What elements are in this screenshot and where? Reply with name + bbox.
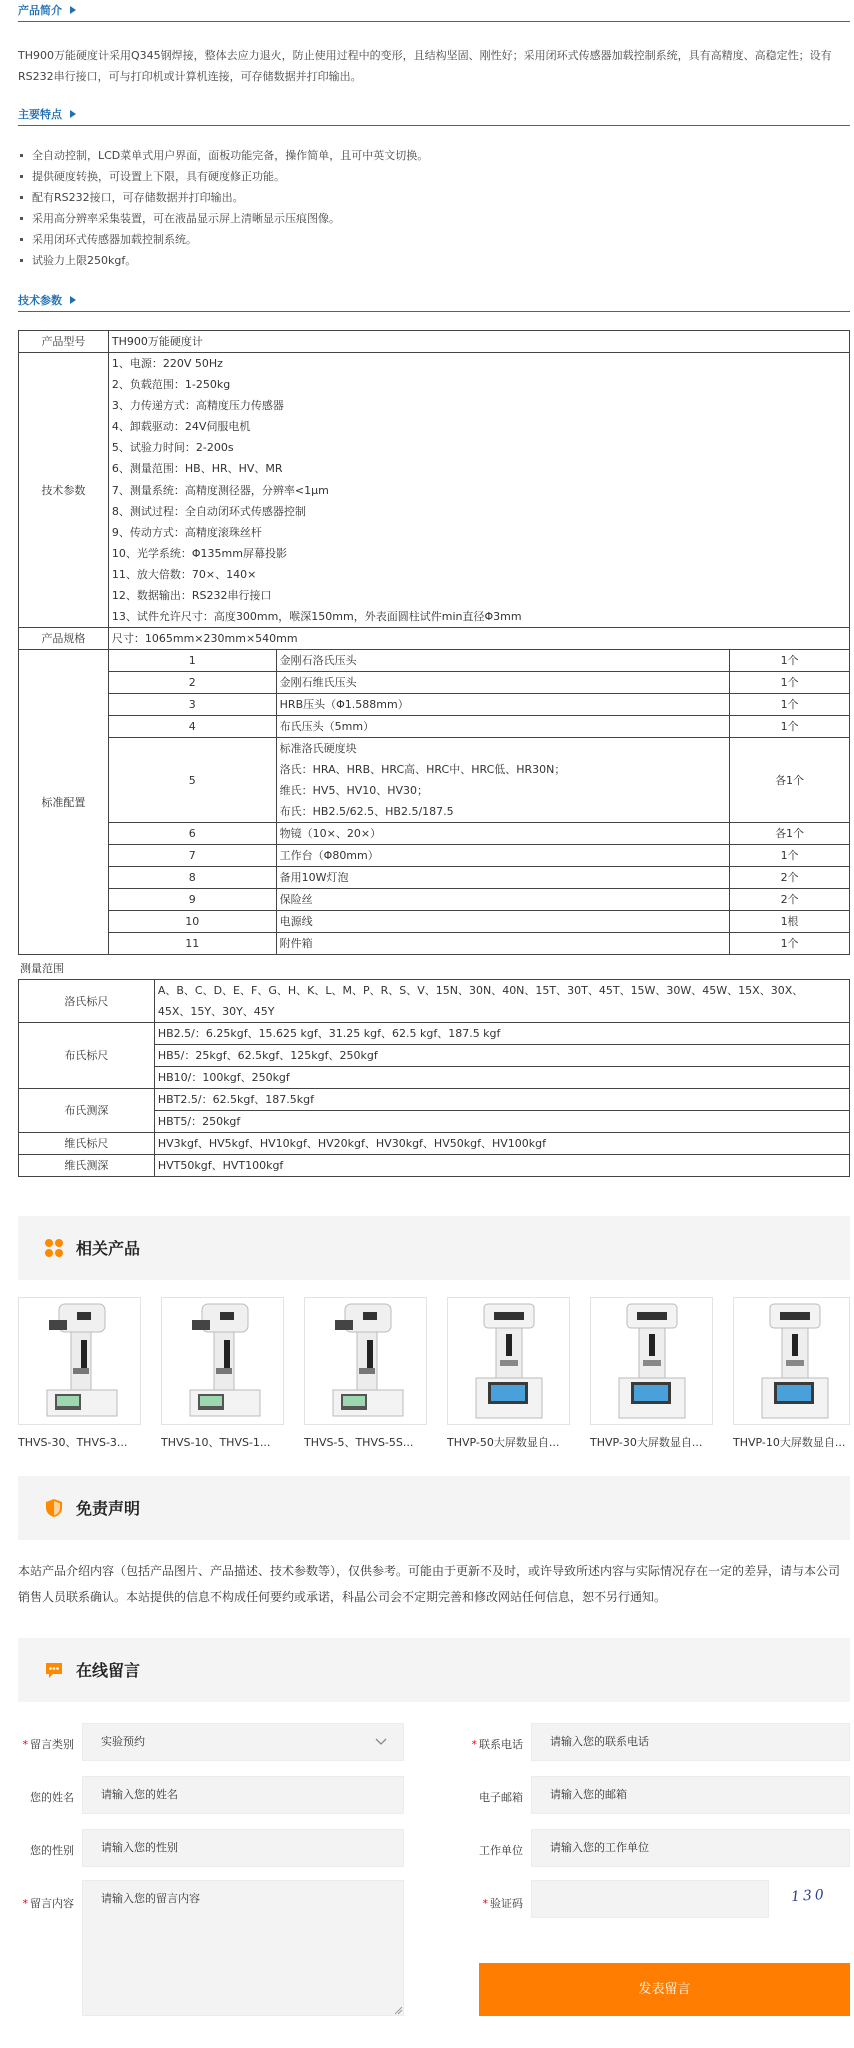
product-caption[interactable]: THVP-30大屏数显自... — [590, 1436, 703, 1449]
params-cell — [108, 353, 849, 628]
features-section-title: 主要特点 — [18, 108, 62, 121]
config-name: 备用10W灯泡 — [276, 867, 729, 889]
size-value: 尺寸：1065mm×230mm×540mm — [108, 628, 849, 650]
brinell-value: HB10/：100kgf、250kgf — [154, 1067, 849, 1089]
table-row — [19, 1133, 850, 1155]
config-qty: 1个 — [730, 694, 850, 716]
product-card[interactable] — [590, 1297, 713, 1450]
rockwell-label: 洛氏标尺 — [19, 980, 155, 1023]
hardness-tester-image — [448, 1298, 569, 1424]
product-card[interactable] — [447, 1297, 570, 1450]
intro-section-header — [18, 0, 850, 22]
content-label — [14, 1895, 74, 1911]
param-line: 6、测量范围：HB、HR、HV、MR — [111, 462, 283, 476]
config-qty: 1个 — [730, 933, 850, 955]
type-label-text: 留言类别 — [30, 1738, 74, 1751]
config-no: 8 — [108, 867, 276, 889]
chevron-down-icon — [375, 1738, 387, 1746]
config-no: 2 — [108, 672, 276, 694]
brinell-value: HB2.5/：6.25kgf、15.625 kgf、31.25 kgf、62.5 kgf、187.5 kgf — [154, 1023, 849, 1045]
section-arrow-icon — [70, 6, 76, 14]
disclaimer-header — [18, 1476, 850, 1540]
param-line: 9、传动方式：高精度滚珠丝杆 — [111, 525, 262, 539]
param-line: 4、卸载驱动：24V伺服电机 — [111, 420, 251, 434]
param-line: 11、放大倍数：70×、140× — [111, 567, 257, 581]
phone-input[interactable]: 请输入您的联系电话 — [531, 1723, 850, 1761]
features-list — [18, 145, 850, 271]
measure-title: 测量范围 — [20, 962, 64, 975]
config-label: 标准配置 — [19, 650, 109, 955]
product-caption[interactable]: THVS-30、THVS-3... — [18, 1436, 128, 1449]
param-line: 7、测量系统：高精度测径器，分辨率<1μm — [111, 483, 329, 497]
brinell-test-value: HBT2.5/：62.5kgf、187.5kgf — [154, 1089, 849, 1111]
config-name: HRB压头（Φ1.588mm） — [276, 694, 729, 716]
config-qty: 各1个 — [730, 823, 850, 845]
table-row — [19, 1023, 850, 1045]
config-no: 10 — [108, 911, 276, 933]
vickers-test-value: HVT50kgf、HVT100kgf — [154, 1155, 849, 1177]
param-line: 8、测试过程：全自动闭环式传感器控制 — [111, 504, 306, 518]
list-item: 提供硬度转换，可设置上下限，具有硬度修正功能。 — [18, 166, 850, 187]
config-name-line: 布氏：HB2.5/62.5、HB2.5/187.5 — [279, 805, 454, 819]
config-no: 5 — [108, 738, 276, 823]
param-line: 5、试验力时间：2-200s — [111, 441, 234, 455]
table-row — [19, 716, 850, 738]
type-label — [14, 1736, 74, 1752]
model-value: TH900万能硬度计 — [108, 331, 849, 353]
company-input[interactable]: 请输入您的工作单位 — [531, 1829, 850, 1867]
config-no: 3 — [108, 694, 276, 716]
table-row — [19, 331, 850, 353]
params-label: 技术参数 — [19, 353, 109, 628]
config-qty: 2个 — [730, 889, 850, 911]
config-name: 电源线 — [276, 911, 729, 933]
product-image[interactable] — [447, 1297, 570, 1425]
config-name: 金刚石维氏压头 — [276, 672, 729, 694]
measure-table — [18, 979, 850, 1177]
hardness-tester-image — [19, 1298, 140, 1424]
config-no: 11 — [108, 933, 276, 955]
config-name-line: 标准洛氏硬度块 — [279, 742, 357, 756]
hardness-tester-image — [734, 1298, 849, 1424]
config-name: 工作台（Φ80mm） — [276, 845, 729, 867]
required-mark: * — [22, 1897, 28, 1910]
table-row — [19, 845, 850, 867]
product-caption[interactable]: THVP-10大屏数显自... — [733, 1436, 846, 1449]
table-row — [19, 738, 850, 823]
product-card[interactable] — [304, 1297, 427, 1450]
table-row — [19, 911, 850, 933]
email-label: 电子邮箱 — [479, 1791, 523, 1804]
config-name: 物镜（10×、20×） — [276, 823, 729, 845]
captcha-label — [463, 1895, 523, 1911]
email-input[interactable]: 请输入您的邮箱 — [531, 1776, 850, 1814]
table-row — [19, 889, 850, 911]
product-card[interactable] — [18, 1297, 141, 1450]
content-textarea[interactable]: 请输入您的留言内容 — [82, 1880, 404, 2016]
table-row — [19, 823, 850, 845]
config-name: 附件箱 — [276, 933, 729, 955]
product-image[interactable] — [733, 1297, 850, 1425]
list-item: 试验力上限250kgf。 — [18, 250, 850, 271]
phone-label-text: 联系电话 — [479, 1738, 523, 1751]
config-qty: 1个 — [730, 845, 850, 867]
table-row — [19, 694, 850, 716]
product-caption[interactable]: THVS-5、THVS-5S... — [304, 1436, 414, 1449]
captcha-image[interactable] — [783, 1882, 843, 1916]
captcha-label-text: 验证码 — [490, 1897, 523, 1910]
vickers-value: HV3kgf、HV5kgf、HV10kgf、HV20kgf、HV30kgf、HV50kgf、HV100kgf — [154, 1133, 849, 1155]
config-name-line: 洛氏：HRA、HRB、HRC高、HRC中、HRC低、HR30N； — [279, 763, 566, 777]
product-caption[interactable]: THVS-10、THVS-1... — [161, 1436, 271, 1449]
config-name: 金刚石洛氏压头 — [276, 650, 729, 672]
brinell-test-label: 布氏测深 — [19, 1089, 155, 1133]
vickers-label: 维氏标尺 — [19, 1133, 155, 1155]
tech-section-title: 技术参数 — [18, 294, 62, 307]
product-card[interactable] — [733, 1297, 850, 1450]
config-qty: 1个 — [730, 650, 850, 672]
config-no: 7 — [108, 845, 276, 867]
config-qty: 各1个 — [730, 738, 850, 823]
required-mark: * — [471, 1738, 477, 1751]
rockwell-value — [154, 980, 849, 1023]
hardness-tester-image — [591, 1298, 712, 1424]
config-name-line: 维氏：HV5、HV10、HV30； — [279, 784, 429, 798]
brinell-value: HB5/：25kgf、62.5kgf、125kgf、250kgf — [154, 1045, 849, 1067]
section-arrow-icon — [70, 110, 76, 118]
product-image[interactable] — [18, 1297, 141, 1425]
message-header — [18, 1638, 850, 1702]
type-select[interactable] — [82, 1723, 404, 1761]
section-arrow-icon — [70, 296, 76, 304]
product-caption[interactable]: THVP-50大屏数显自... — [447, 1436, 560, 1449]
list-item: 采用高分辨率采集装置，可在液晶显示屏上清晰显示压痕图像。 — [18, 208, 850, 229]
disclaimer-title: 免责声明 — [76, 1499, 141, 1518]
table-row — [19, 672, 850, 694]
config-no: 6 — [108, 823, 276, 845]
brinell-test-value: HBT5/：250kgf — [154, 1111, 849, 1133]
disclaimer-text: 本站产品介绍内容（包括产品图片、产品描述、技术参数等），仅供参考。可能由于更新不及时，或许导致所述内容与实际情况存在一定的差异，请与本公司销售人员联系确认。本站提供的信息不构成任何要约或承诺，科晶公司会不定期完善和修改网站任何信息，恕不另行通知。 — [18, 1564, 841, 1604]
config-name: 保险丝 — [276, 889, 729, 911]
list-item: 配有RS232接口，可存储数据并打印输出。 — [18, 187, 850, 208]
name-label: 您的姓名 — [30, 1791, 74, 1804]
captcha-input[interactable] — [531, 1880, 769, 1918]
config-name — [276, 738, 729, 823]
vickers-test-label: 维氏测深 — [19, 1155, 155, 1177]
config-no: 9 — [108, 889, 276, 911]
config-qty: 2个 — [730, 867, 850, 889]
param-line: 3、力传递方式：高精度压力传感器 — [111, 399, 284, 413]
rockwell-line: 45X、15Y、30Y、45Y — [157, 1005, 275, 1018]
gender-label: 您的性别 — [30, 1844, 74, 1857]
gender-input[interactable]: 请输入您的性别 — [82, 1829, 404, 1867]
captcha-text: 130 — [790, 1886, 828, 1906]
company-label: 工作单位 — [479, 1844, 523, 1857]
table-row — [19, 650, 850, 672]
table-row — [19, 980, 850, 1023]
product-card[interactable] — [161, 1297, 284, 1450]
table-row — [19, 1155, 850, 1177]
name-input[interactable]: 请输入您的姓名 — [82, 1776, 404, 1814]
resize-handle-icon[interactable] — [394, 2006, 403, 2015]
param-line: 12、数据输出：RS232串行接口 — [111, 589, 272, 603]
model-label: 产品型号 — [19, 331, 109, 353]
config-qty: 1个 — [730, 716, 850, 738]
table-row — [19, 933, 850, 955]
tech-section-header — [18, 290, 850, 312]
spec-table — [18, 330, 850, 955]
product-image[interactable] — [304, 1297, 427, 1425]
config-name: 布氏压头（5mm） — [276, 716, 729, 738]
required-mark: * — [482, 1897, 488, 1910]
product-image[interactable] — [590, 1297, 713, 1425]
config-qty: 1根 — [730, 911, 850, 933]
list-item: 全自动控制，LCD菜单式用户界面，面板功能完备，操作简单，且可中英文切换。 — [18, 145, 850, 166]
chat-icon — [44, 1660, 64, 1680]
type-select-value: 实验预约 — [101, 1735, 145, 1748]
shield-icon — [44, 1498, 64, 1518]
config-no: 1 — [108, 650, 276, 672]
param-line: 1、电源：220V 50Hz — [111, 357, 223, 370]
hardness-tester-image — [305, 1298, 426, 1424]
config-qty: 1个 — [730, 672, 850, 694]
param-line: 10、光学系统：Φ135mm屏幕投影 — [111, 546, 287, 560]
param-line: 13、试件允许尺寸：高度300mm，喉深150mm，外表面圆柱试件min直径Φ3mm — [111, 610, 522, 624]
hardness-tester-image — [162, 1298, 283, 1424]
param-line: 2、负载范围：1-250kg — [111, 378, 231, 392]
table-row — [19, 1089, 850, 1111]
intro-section-title: 产品简介 — [18, 4, 62, 17]
grid-icon — [44, 1238, 64, 1258]
list-item: 采用闭环式传感器加载控制系统。 — [18, 229, 850, 250]
table-row — [19, 628, 850, 650]
content-label-text: 留言内容 — [30, 1897, 74, 1910]
product-image[interactable] — [161, 1297, 284, 1425]
table-row — [19, 353, 850, 628]
submit-button[interactable]: 发表留言 — [479, 1963, 850, 2016]
intro-text: TH900万能硬度计采用Q345钢焊接，整体去应力退火，防止使用过程中的变形，且结构坚固、刚性好；采用闭环式传感器加载控制系统，具有高精度、高稳定性；设有RS232串行接口，可与打印机或计算机连接，可存储数据并打印输出。 — [18, 49, 832, 83]
related-title: 相关产品 — [76, 1239, 141, 1258]
config-no: 4 — [108, 716, 276, 738]
size-label: 产品规格 — [19, 628, 109, 650]
table-row — [19, 867, 850, 889]
related-header — [18, 1216, 850, 1280]
phone-label — [463, 1736, 523, 1752]
message-title: 在线留言 — [76, 1661, 141, 1680]
rockwell-line: A、B、C、D、E、F、G、H、K、L、M、P、R、S、V、15N、30N、40N、15T、30T、45T、15W、30W、45W、15X、30X、 — [157, 984, 804, 997]
brinell-label: 布氏标尺 — [19, 1023, 155, 1089]
required-mark: * — [22, 1738, 28, 1751]
features-section-header — [18, 104, 850, 126]
